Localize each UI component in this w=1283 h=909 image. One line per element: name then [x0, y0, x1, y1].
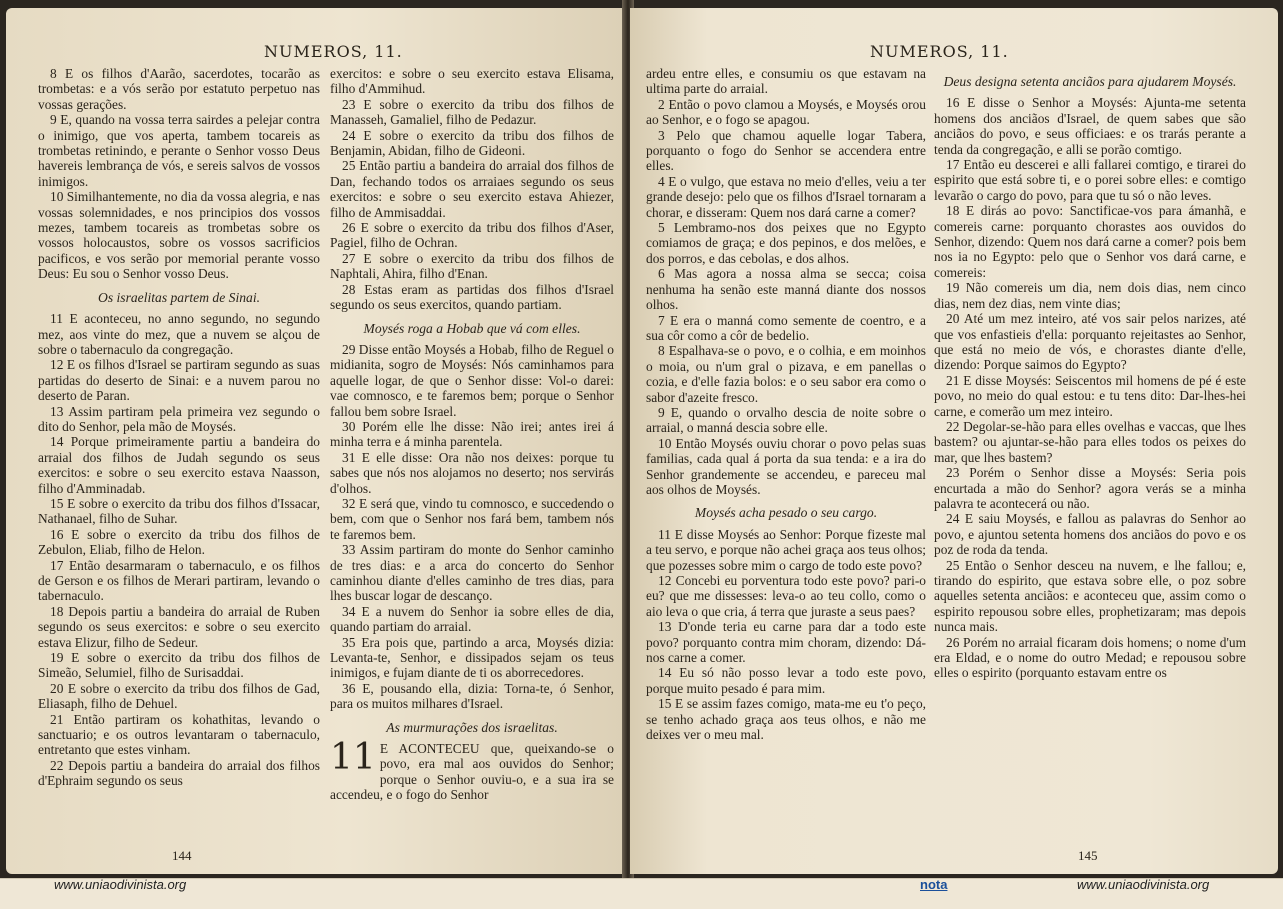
left-column-2 [330, 66, 614, 856]
verse: 12 E os filhos d'Israel se partiram segundo as suas partidas do deserto de Sinai: e a nuvem parou no deserto de Paran. [38, 357, 320, 404]
verse: 9 E, quando na vossa terra sairdes a pelejar contra o inimigo, que vos aperta, tambem tocareis as trombetas retinindo, e perante o Senhor vosso Deus havereis lembrança de vós, e sereis salvos de vossos inimigos. [38, 112, 320, 189]
verse: 15 E sobre o exercito da tribu dos filhos d'Issacar, Nathanael, filho de Suhar. [38, 495, 320, 527]
verse: 36 E, pousando ella, dizia: Torna-te, ó Senhor, para os muitos milhares d'Israel. [330, 680, 614, 712]
verse: 35 Era pois que, partindo a arca, Moysés dizia: Levanta-te, Senhor, e dissipados sejam os teus inimigos, e fujam diante de ti os aborrecedores. [330, 634, 614, 681]
running-head-left: NUMEROS, 11. [264, 42, 403, 61]
verse: 18 E dirás ao povo: Sanctificae-vos para ámanhã, e comereis carne: porquanto chorastes aos ouvidos do Senhor, dizendo: Quem nos dará carne a comer? pois bem nos ia no Egypto: pelo que o Senhor vos dará carne, e comereis: [934, 203, 1246, 280]
verse: 15 E se assim fazes comigo, mata-me eu t'o peço, se tenho achado graça aos teus olhos, e não me deixes ver o meu mal. [646, 696, 926, 743]
verse: 13 D'onde teria eu carne para dar a todo este povo? porquanto contra mim choram, dizendo: Dá-nos carne a comer. [646, 619, 926, 666]
verse: 12 Concebi eu porventura todo este povo? pari-o eu? que me dissesses: leva-o ao teu collo, como o aio leva o que cria, á terra que juraste a seus paes? [646, 573, 926, 619]
verse: 31 E elle disse: Ora não nos deixes: porque tu sabes que nós nos alojamos no deserto; nos servirás d'olhos. [330, 449, 614, 496]
verse: 32 E será que, vindo tu comnosco, e succedendo o bem, com que o Senhor nos fará bem, tambem nós te faremos bem. [330, 495, 614, 542]
verse: 28 Estas eram as partidas dos filhos d'Israel segundo os seus exercitos, quando partiam. [330, 281, 614, 313]
chapter-opening [330, 737, 614, 803]
verse: 9 E, quando o orvalho descia de noite sobre o arraial, o manná descia sobre elle. [646, 404, 926, 436]
verse: 14 Porque primeiramente partiu a bandeira do arraial dos filhos de Judah segundo os seus exercitos: e sobre o seu exercito estava Naasson, filho d'Amminadab. [38, 434, 320, 496]
verse: 16 E sobre o exercito da tribu dos filhos de Zebulon, Eliab, filho de Helon. [38, 526, 320, 558]
verse: 18 Depois partiu a bandeira do arraial de Ruben segundo os seus exercitos: e sobre o seu exercito estava Elizur, filho de Sedeur. [38, 603, 320, 650]
verse: 24 E saiu Moysés, e fallou as palavras do Senhor ao povo, e ajuntou setenta homens dos anciãos do povo e os poz de roda da tenda. [934, 511, 1246, 558]
section-heading: Moysés roga a Hobab que vá com elles. [363, 320, 581, 336]
verse: 14 Eu só não posso levar a todo este povo, porque muito pesado é para mim. [646, 665, 926, 696]
section-heading: Moysés acha pesado o seu cargo. [694, 505, 878, 521]
verse: 19 E sobre o exercito da tribu dos filhos de Simeão, Selumiel, filho de Surisaddai. [38, 650, 320, 681]
verse: 10 Então Moysés ouviu chorar o povo pelas suas familias, cada qual á porta da sua tenda: e a ira do Senhor grandemente se accendeu, e pareceu mal aos olhos de Moysés. [646, 435, 926, 497]
chapter-number: 11 [330, 737, 376, 779]
verse-text: E ACONTECEU que, queixando-se o povo, era mal aos ouvidos do Senhor; porque o Senhor ouviu-o, e a sua ira se accendeu, e o fogo do Senhor [330, 741, 614, 803]
running-head-right: NUMEROS, 11. [870, 42, 1009, 61]
right-column-2 [934, 66, 1246, 856]
right-column-1 [646, 66, 926, 856]
verse: 3 Pelo que chamou aquelle logar Tabera, porquanto o fogo do Senhor se accendera entre elles. [646, 127, 926, 174]
verse: 11 E aconteceu, no anno segundo, no segundo mez, aos vinte do mez, que a nuvem se alçou de sobre o tabernaculo da congregação. [38, 311, 320, 357]
verse: 13 Assim partiram pela primeira vez segundo o dito do Senhor, pela mão de Moysés. [38, 403, 320, 434]
verse: 22 Degolar-se-hão para elles ovelhas e vaccas, que lhes bastem? ou ajuntar-se-hão para elles todos os peixes do mar, que lhes bastem? [934, 418, 1246, 465]
left-column-1 [38, 66, 320, 856]
verse: 17 Então eu descerei e alli fallarei comtigo, e tirarei do espirito que está sobre ti, e o porei sobre elles: e comtigo levarão o cargo do povo, para que tu só o não leves. [934, 157, 1246, 203]
verse: 25 Então o Senhor desceu na nuvem, e lhe fallou; e, tirando do espirito, que estava sobre elle, o poz sobre aquelles setenta anciãos: e aconteceu que, assim como o espirito repousou sobre elles, prophetizaram; mas depois nunca mais. [934, 557, 1246, 635]
verse: 19 Não comereis um dia, nem dois dias, nem cinco dias, nem dez dias, nem vinte dias; [934, 280, 1246, 311]
page-number-left: 144 [172, 848, 192, 863]
verse: 26 Porém no arraial ficaram dois homens; o nome d'um era Eldad, e o nome do outro Medad; e repousou sobre elles o espirito (porquanto estavam entre os [934, 634, 1246, 681]
verse: 23 E sobre o exercito da tribu dos filhos de Manasseh, Gamaliel, filho de Pedazur. [330, 96, 614, 128]
verse: 2 Então o povo clamou a Moysés, e Moysés orou ao Senhor, e o fogo se apagou. [646, 96, 926, 128]
verse: 6 Mas agora a nossa alma se secca; coisa nenhuma ha senão este manná diante dos nossos olhos. [646, 266, 926, 313]
verse: 21 E disse Moysés: Seiscentos mil homens de pé é este povo, no meio do qual estou: e tu tens dito: Dar-lhes-hei carne, e comerão um mez inteiro. [934, 372, 1246, 419]
verse: 24 E sobre o exercito da tribu dos filhos de Benjamin, Abidan, filho de Gideoni. [330, 127, 614, 159]
verse: 20 E sobre o exercito da tribu dos filhos de Gad, Eliasaph, filho de Dehuel. [38, 680, 320, 712]
verse: 7 E era o manná como semente de coentro, e a sua côr como a côr de bedelio. [646, 312, 926, 343]
footer-site-right[interactable]: www.uniaodivinista.org [1077, 877, 1210, 892]
verse: 4 E o vulgo, que estava no meio d'elles, veiu a ter grande desejo: pelo que os filhos d'Israel tornaram a chorar, e disseram: Quem nos dará carne a comer? [646, 173, 926, 220]
verse: 17 Então desarmaram o tabernaculo, e os filhos de Gerson e os filhos de Merari partiram, levando o tabernaculo. [38, 557, 320, 604]
verse: ardeu entre elles, e consumiu os que estavam na ultima parte do arraial. [646, 66, 926, 97]
verse: 29 Disse então Moysés a Hobab, filho de Reguel o midianita, sogro de Moysés: Nós caminhamos para aquelle logar, de que o Senhor disse: Vol-o darei: vae comnosco, e te faremos bem; porque o Senhor fallou bem sobre Israel. [330, 341, 614, 419]
verse: 21 Então partiram os kohathitas, levando o sanctuario; e os outros levantaram o tabernaculo, entretanto que estes vinham. [38, 711, 320, 758]
verse: 11 E disse Moysés ao Senhor: Porque fizeste mal a teu servo, e porque não achei graça aos teus olhos; que pozesses sobre mim o cargo de todo este povo? [646, 526, 926, 573]
section-heading: As murmurações dos israelitas. [386, 719, 558, 735]
nota-link[interactable]: nota [920, 877, 948, 892]
verse: exercitos: e sobre o seu exercito estava Elisama, filho d'Ammihud. [330, 66, 614, 97]
verse: 16 E disse o Senhor a Moysés: Ajunta-me setenta homens dos anciãos d'Israel, de quem sabes que são anciãos do povo, e seus officiaes: e os trarás perante a tenda da congregação, e alli se porão comtigo. [934, 95, 1246, 157]
verse: 22 Depois partiu a bandeira do arraial dos filhos d'Ephraim segundo os seus [38, 757, 320, 789]
verse: 5 Lembramo-nos dos peixes que no Egypto comiamos de graça; e dos pepinos, e dos melões, e dos porros, e das cebolas, e dos alhos. [646, 220, 926, 266]
footer-site-left[interactable]: www.uniaodivinista.org [54, 877, 187, 892]
verse: 8 E os filhos d'Aarão, sacerdotes, tocarão as trombetas: e a vós serão por estatuto perpetuo nas vossas gerações. [38, 66, 320, 112]
verse: 25 Então partiu a bandeira do arraial dos filhos de Dan, fechando todos os arraiaes segundo os seus exercitos: e sobre o seu exercito estava Ahiezer, filho de Ammisaddai. [330, 158, 614, 220]
page-number-right: 145 [1078, 848, 1098, 863]
left-page [6, 8, 626, 874]
right-page [630, 8, 1278, 874]
verse: 20 Até um mez inteiro, até vos sair pelos narizes, até que vos enfastieis d'ella: porquanto rejeitastes ao Senhor, que está no meio de vós, e chorastes diante d'elle, dizendo: Porque saimos do Egypto? [934, 311, 1246, 373]
verse: 8 Espalhava-se o povo, e o colhia, e em moinhos o moia, ou n'um gral o pizava, e em panellas o cozia, e d'elle fazia bolos: e o seu sabor era como o sabor d'azeite fresco. [646, 343, 926, 405]
verse: 23 Porém o Senhor disse a Moysés: Seria pois encurtada a mão do Senhor? agora verás se a minha palavra te acontecerá ou não. [934, 465, 1246, 511]
verse: 26 E sobre o exercito da tribu dos filhos d'Aser, Pagiel, filho de Ochran. [330, 220, 614, 251]
verse: 34 E a nuvem do Senhor ia sobre elles de dia, quando partiam do arraial. [330, 603, 614, 635]
section-heading: Os israelitas partem de Sinai. [98, 289, 260, 305]
verse: 27 E sobre o exercito da tribu dos filhos de Naphtali, Ahira, filho d'Enan. [330, 250, 614, 282]
verse: 33 Assim partiram do monte do Senhor caminho de tres dias: e a arca do concerto do Senhor caminhou diante d'elles caminho de tres dias, para lhes buscar logar de descanço. [330, 542, 614, 604]
section-heading: Deus designa setenta anciãos para ajudarem Moysés. [943, 74, 1237, 89]
verse: 30 Porém elle lhe disse: Não irei; antes irei á minha terra e á minha parentela. [330, 418, 614, 450]
verse: 10 Similhantemente, no dia da vossa alegria, e nas vossas solemnidades, e nos principios dos vossos mezes, tambem tocareis as trombetas sobre os vossos holocaustos, sobre os vossos sacrificios pacificos, e vos serão por memorial perante vosso Deus: Eu sou o Senhor vosso Deus. [38, 189, 320, 282]
